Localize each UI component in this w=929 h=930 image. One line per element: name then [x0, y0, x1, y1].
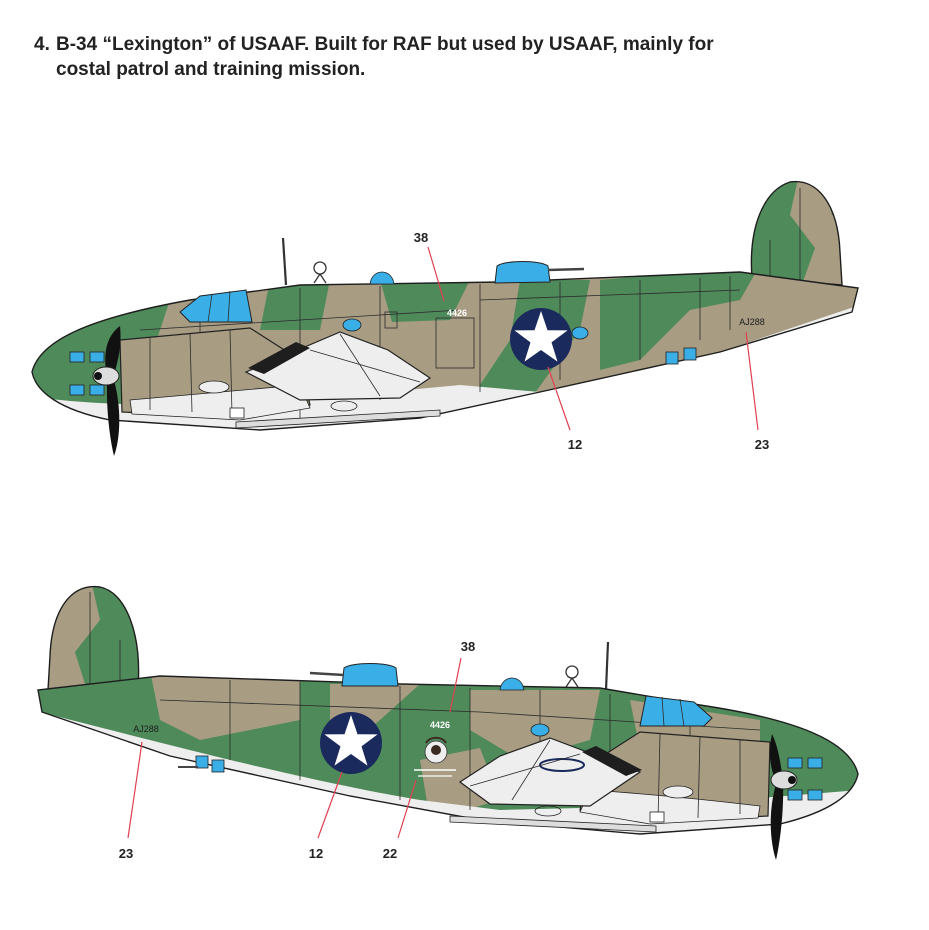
callout-22: 22 — [382, 846, 398, 861]
tail-fin — [740, 170, 860, 290]
serial-number: AJ288 — [133, 724, 159, 734]
astrodome — [500, 678, 524, 690]
df-loop-antenna — [314, 262, 326, 283]
callout-23: 23 — [118, 846, 134, 861]
cockpit-canopy — [180, 290, 252, 322]
leader-line-23 — [128, 742, 142, 838]
national-insignia — [320, 712, 382, 774]
top-aircraft-profile — [20, 170, 860, 456]
callout-12: 12 — [308, 846, 324, 861]
fuselage-number: 4426 — [446, 308, 468, 318]
national-insignia — [510, 308, 572, 370]
caption-line-2: costal patrol and training mission. — [56, 59, 366, 80]
leader-line-23 — [746, 332, 758, 430]
callout-23: 23 — [754, 437, 770, 452]
astrodome — [370, 272, 394, 284]
caption-number: 4. — [34, 34, 50, 55]
bottom-aircraft-profile — [30, 575, 860, 861]
antenna-mast — [606, 642, 608, 690]
fuselage-number: 4426 — [429, 720, 451, 730]
callout-12: 12 — [567, 437, 583, 452]
antenna-mast — [283, 238, 286, 285]
callout-38: 38 — [460, 639, 476, 654]
serial-number: AJ288 — [739, 317, 765, 327]
cockpit-canopy — [640, 696, 712, 726]
callout-38: 38 — [413, 230, 429, 245]
df-loop-antenna — [566, 666, 578, 687]
caption-line-1: B-34 “Lexington” of USAAF. Built for RAF but used by USAAF, mainly for — [56, 34, 714, 55]
